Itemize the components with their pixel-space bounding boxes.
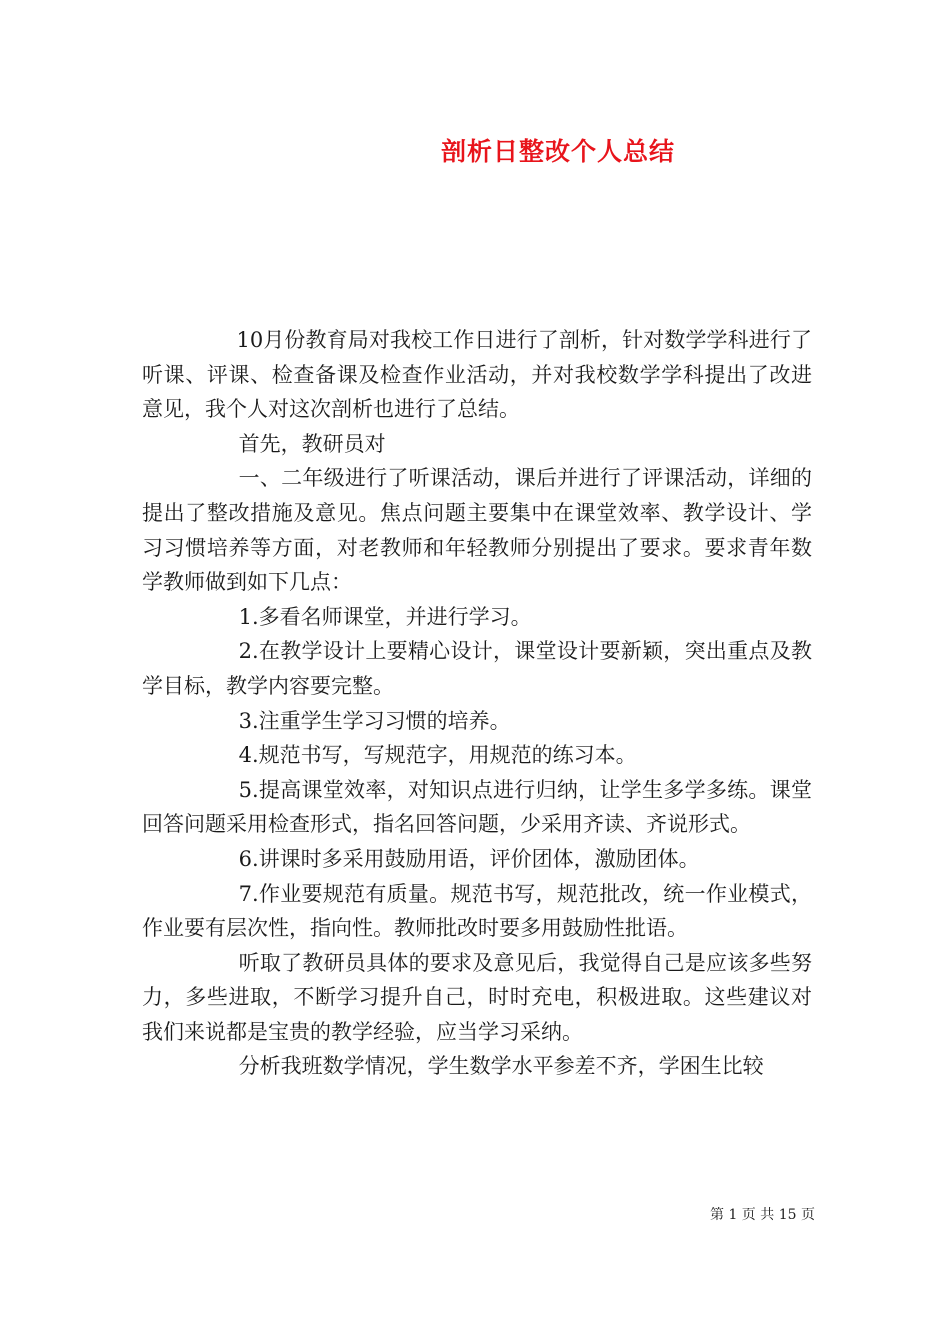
- paragraph-reflection: 听取了教研员具体的要求及意见后，我觉得自己是应该多些努力，多些进取，不断学习提升自己，时时充电，积极进取。这些建议对我们来说都是宝贵的教学经验，应当学习采纳。: [142, 950, 812, 1044]
- document-body: [142, 323, 812, 1084]
- list-item-3: 3.注重学生学习习惯的培养。: [238, 708, 511, 733]
- page-number: 第 1 页 共 15 页: [710, 1207, 815, 1223]
- list-item-6: 6.讲课时多采用鼓励用语，评价团体，激励团体。: [238, 846, 700, 871]
- paragraph-grade-observation: 一、二年级进行了听课活动，课后并进行了评课活动，详细的提出了整改措施及意见。焦点问题主要集中在课堂效率、教学设计、学习习惯培养等方面，对老教师和年轻教师分别提出了要求。要求青年数学教师做到如下几点：: [142, 466, 812, 595]
- list-item-1: 1.多看名师课堂，并进行学习。: [238, 604, 532, 629]
- paragraph-class-analysis: 分析我班数学情况，学生数学水平参差不齐，学困生比较: [238, 1054, 764, 1079]
- list-item-4: 4.规范书写，写规范字，用规范的练习本。: [238, 743, 637, 768]
- list-item-7: 7.作业要规范有质量。规范书写，规范批改，统一作业模式，作业要有层次性，指向性。教师批改时要多用鼓励性批语。: [142, 881, 812, 941]
- list-item-5: 5.提高课堂效率，对知识点进行归纳，让学生多学多练。课堂回答问题采用检查形式，指名回答问题，少采用齐读、齐说形式。: [142, 777, 812, 837]
- paragraph-firstly: 首先，教研员对: [238, 431, 386, 456]
- list-item-2: 2.在教学设计上要精心设计，课堂设计要新颖，突出重点及教学目标，教学内容要完整。: [142, 639, 812, 698]
- document-title: 剖析日整改个人总结: [440, 137, 675, 166]
- paragraph-intro: 10月份教育局对我校工作日进行了剖析，针对数学学科进行了听课、评课、检查备课及检查作业活动，并对我校数学学科提出了改进意见，我个人对这次剖析也进行了总结。: [142, 328, 812, 422]
